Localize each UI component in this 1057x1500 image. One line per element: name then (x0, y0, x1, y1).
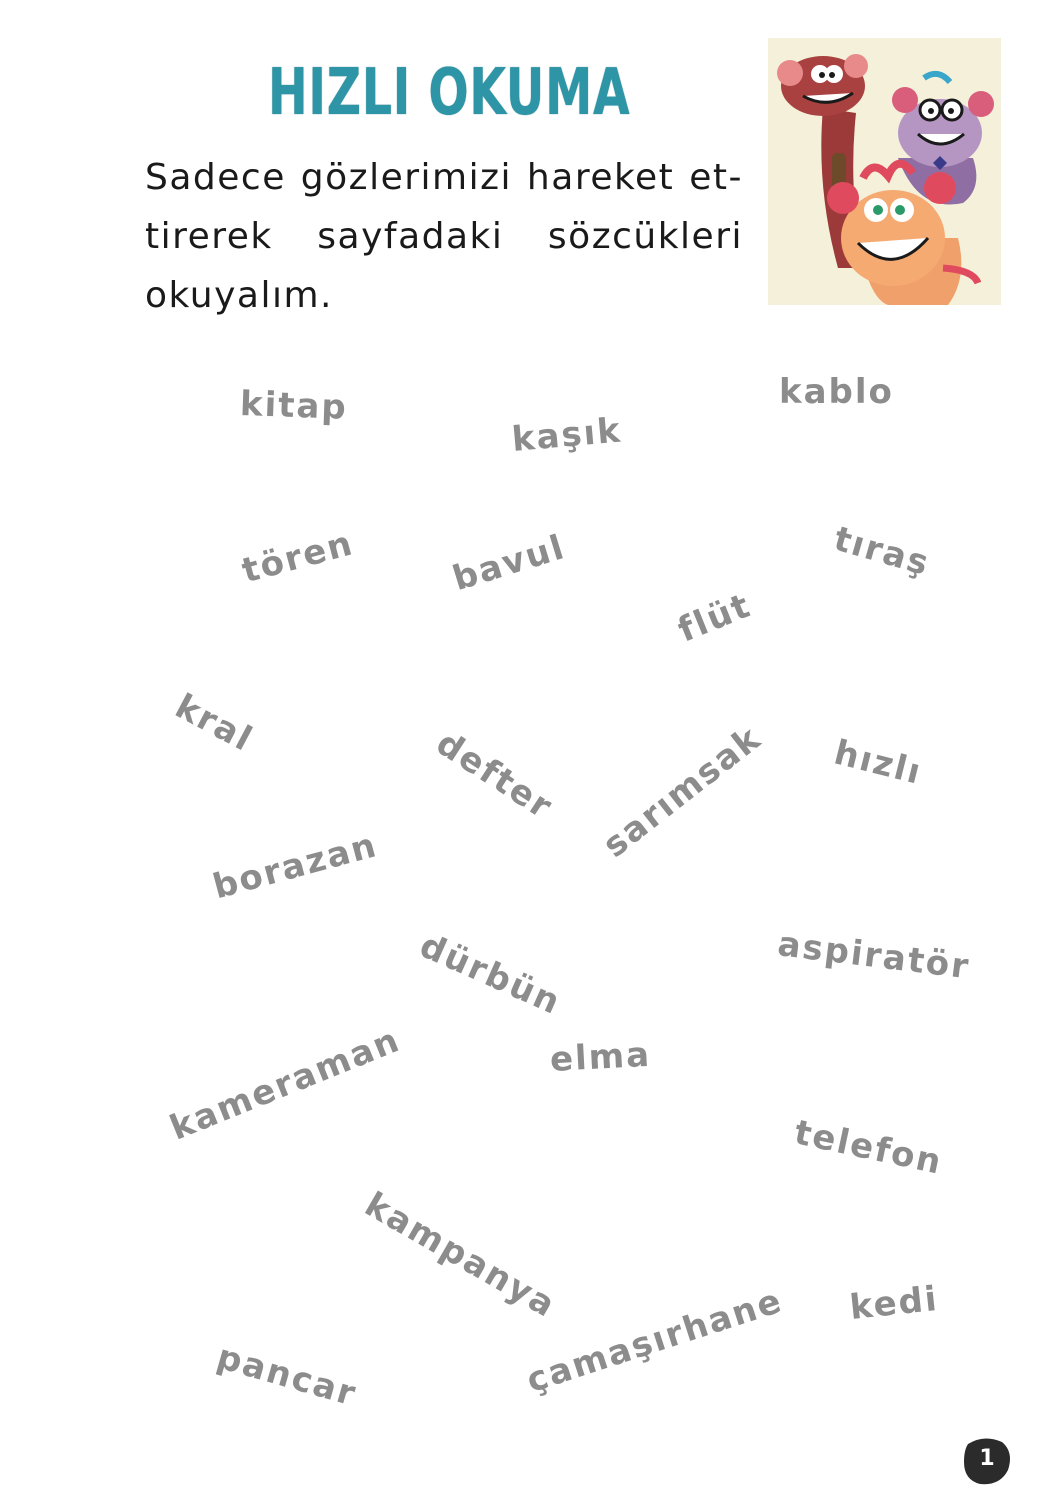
word-camasirhane: çamaşırhane (521, 1280, 788, 1402)
word-flut: flüt (672, 585, 757, 651)
word-kral: kral (168, 686, 260, 761)
page-title: HIZLI OKUMA (268, 56, 631, 130)
word-aspirator: aspiratör (775, 924, 973, 988)
word-elma: elma (548, 1034, 653, 1080)
page-number: 1 (979, 1446, 995, 1471)
cartoon-characters-image (768, 38, 1001, 305)
word-kablo: kablo (779, 372, 894, 412)
instruction-text: Sadece gözlerimizi hareket et- tirerek sayfadaki sözcükleri okuyalım. (145, 157, 743, 316)
word-durbun: dürbün (413, 925, 568, 1024)
word-tiras: tıraş (829, 518, 935, 585)
word-kedi: kedi (847, 1278, 941, 1328)
word-telefon: telefon (790, 1112, 947, 1183)
word-kampanya: kampanya (358, 1184, 563, 1327)
word-borazan: borazan (208, 825, 382, 908)
word-pancar: pancar (212, 1336, 362, 1415)
word-kameraman: kameraman (164, 1019, 407, 1149)
word-toren: tören (237, 523, 358, 592)
word-defter: defter (429, 723, 561, 828)
word-kasik: kaşık (510, 410, 624, 460)
word-bavul: bavul (448, 527, 571, 600)
word-sarimsak: sarımsak (595, 717, 770, 866)
page-number-badge (962, 1436, 1012, 1488)
word-hizli: hızlı (830, 732, 927, 793)
word-kitap: kitap (239, 384, 349, 428)
